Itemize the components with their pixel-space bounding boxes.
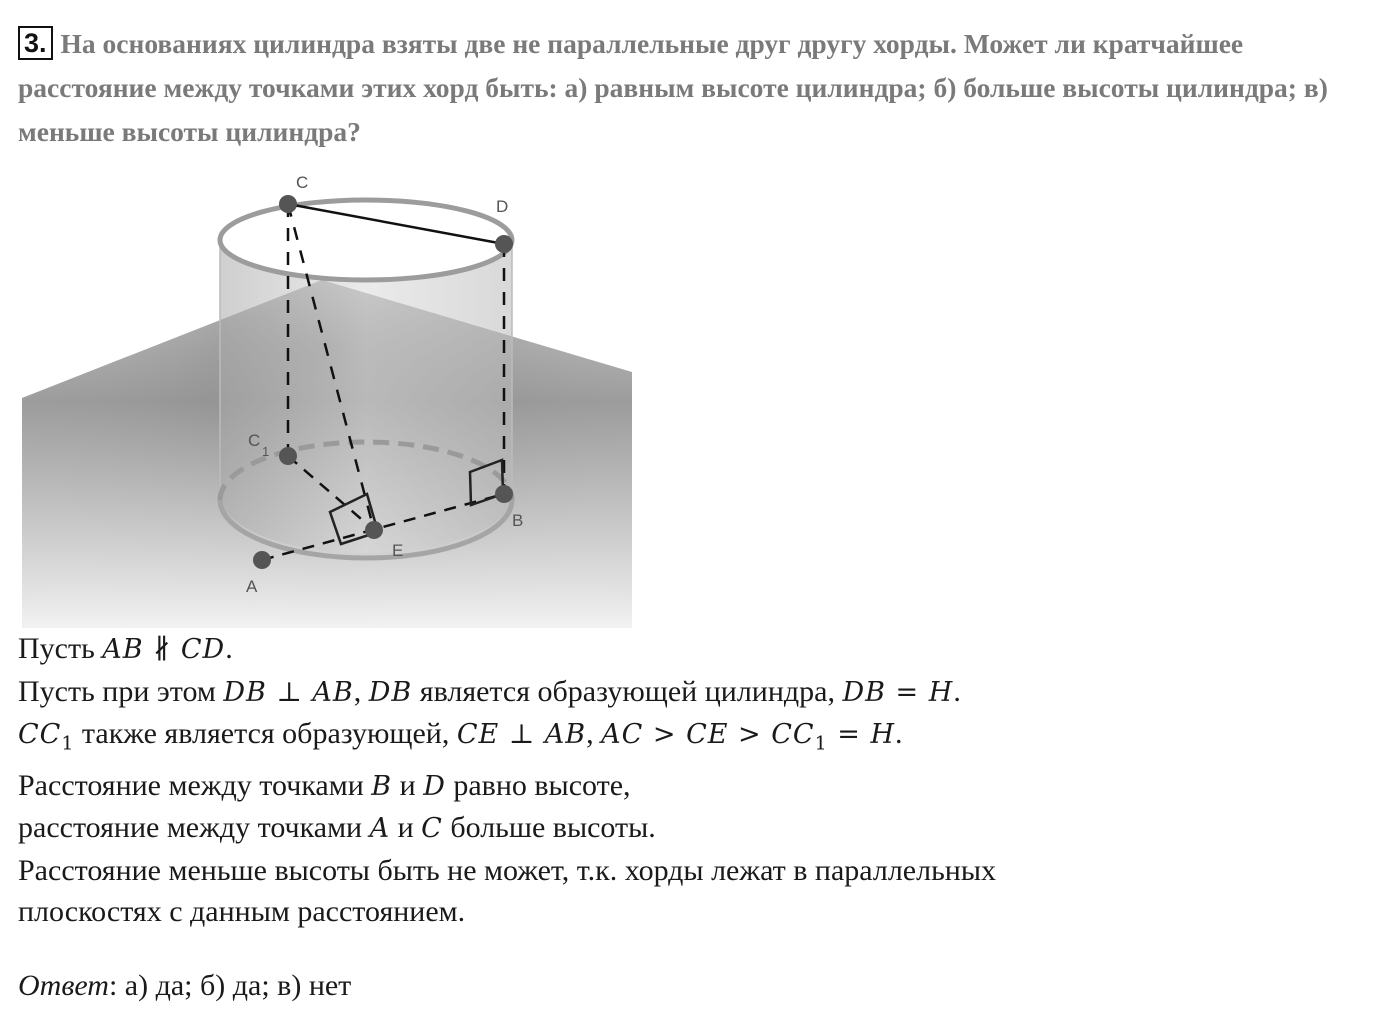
math: AB ∦ CD <box>102 634 226 665</box>
math: DB <box>368 676 413 708</box>
label-b: B <box>512 511 524 530</box>
point-b <box>495 485 513 503</box>
text: больше высоты. <box>442 811 656 845</box>
solution-line-5 <box>18 807 1378 850</box>
solution-line-7: плоскостях с данным расстоянием. <box>18 895 466 929</box>
cylinder-body <box>220 240 512 553</box>
subscript: 1 <box>814 732 828 755</box>
label-a: A <box>246 577 258 596</box>
problem-number: 3. <box>18 26 53 60</box>
point-a <box>253 551 271 569</box>
solution-line-2 <box>18 671 1378 714</box>
point-e <box>365 521 383 539</box>
text: Пусть <box>18 632 103 665</box>
answer-lead: Ответ <box>18 969 109 1002</box>
text: и <box>392 768 424 802</box>
math-text: AC > CE > CC <box>601 719 815 750</box>
label-d: D <box>496 197 509 216</box>
point-c1 <box>279 447 297 465</box>
answer-text: : а) да; б) да; в) нет <box>108 969 352 1002</box>
math <box>18 719 75 755</box>
solution-line-3 <box>18 713 1378 765</box>
math-text: = H <box>827 719 895 750</box>
text: . <box>953 674 961 708</box>
math: A <box>369 813 391 845</box>
point-c <box>279 195 297 213</box>
cylinder-figure <box>22 160 634 628</box>
problem-text: На основаниях цилиндра взяты две не параллельные друг другу хорды. Может ли кратчайшее расстояние между точками этих хорд быть: а) равным высоте цилиндра; б) больше высоты цилиндра; в) меньше высоты цилиндра? <box>18 28 1328 147</box>
label-c1-sub: 1 <box>262 444 270 459</box>
math <box>601 719 895 755</box>
subscript: 1 <box>61 732 75 755</box>
text: . <box>895 717 903 750</box>
math: D <box>423 770 446 802</box>
answer <box>18 966 351 1006</box>
math: B <box>371 770 393 802</box>
math: C <box>421 813 443 845</box>
label-c: C <box>296 173 309 192</box>
solution <box>18 628 1378 933</box>
math: DB = H <box>842 676 954 708</box>
text: , <box>586 717 602 750</box>
solution-line-6: Расстояние меньше высоты быть не может, т.к. хорды лежат в параллельных <box>18 853 996 887</box>
math: CE ⊥ AB <box>456 719 587 750</box>
label-c1: C <box>248 431 261 450</box>
solution-line-1 <box>18 628 1378 671</box>
point-d <box>495 235 513 253</box>
text: расстояние между точками <box>18 811 370 845</box>
math-text: CC <box>18 719 62 750</box>
solution-line-4 <box>18 765 1378 808</box>
text: Пусть при этом <box>18 674 224 708</box>
math: DB ⊥ AB <box>223 676 354 708</box>
text: , <box>353 674 369 708</box>
top-base-ellipse <box>220 200 512 280</box>
label-e: E <box>392 541 404 560</box>
text: и <box>390 811 422 845</box>
text: является образующей цилиндра, <box>412 674 843 708</box>
problem-statement <box>18 22 1378 154</box>
text: . <box>225 632 233 665</box>
text: равно высоте, <box>445 768 631 802</box>
text: также является образующей, <box>74 717 457 750</box>
text: Расстояние между точками <box>18 768 372 802</box>
